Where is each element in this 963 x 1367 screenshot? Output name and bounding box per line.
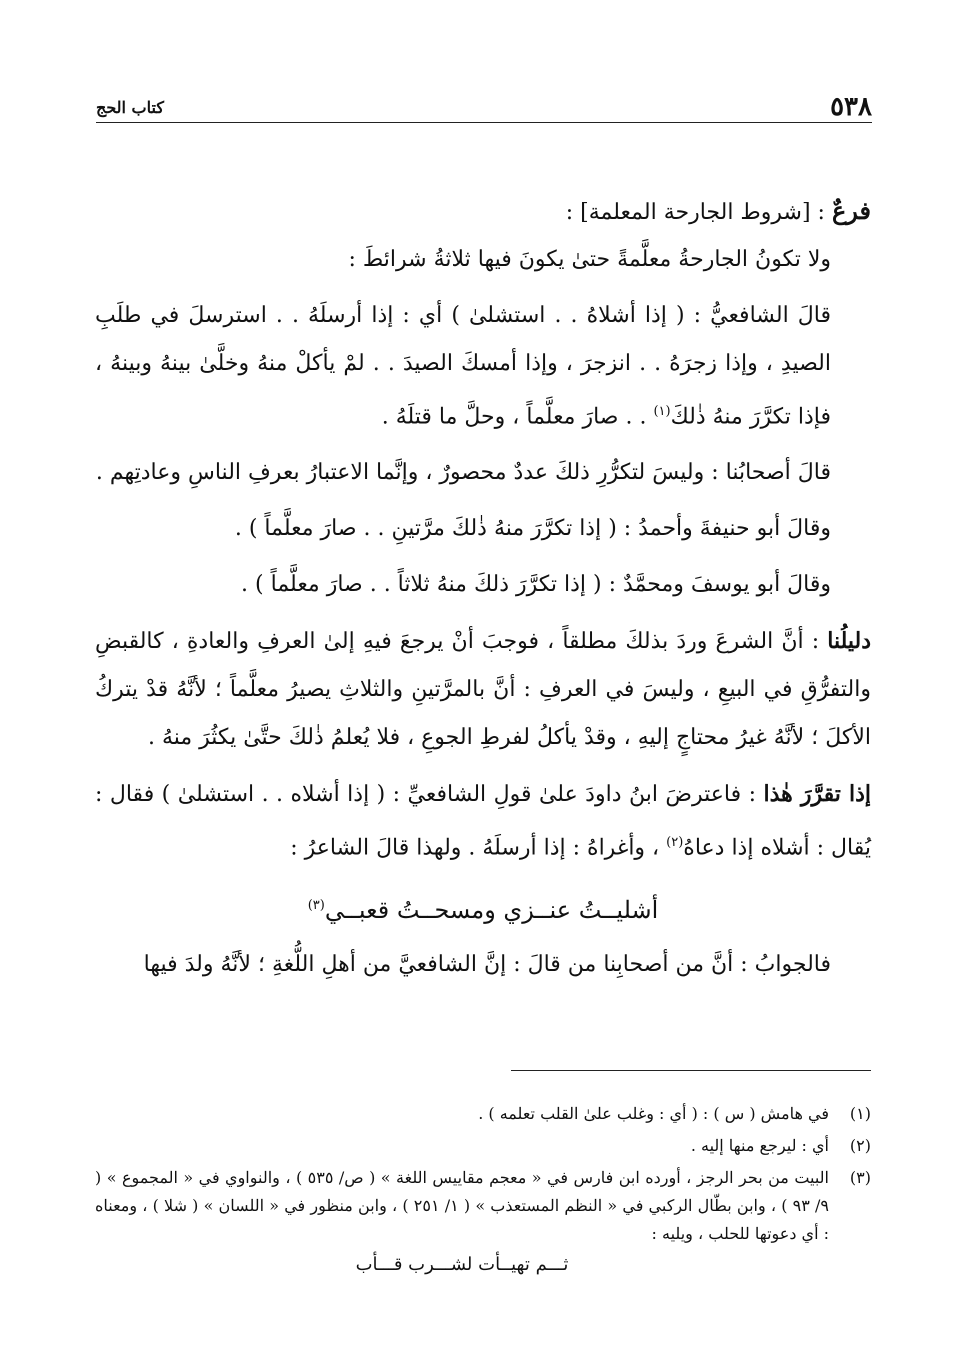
footnotes <box>95 1100 871 1284</box>
paragraph-7 <box>95 770 871 872</box>
footnote-number: (٢) <box>849 1136 871 1155</box>
footnote-3-text: البيت من بحر الرجز ، أورده ابن فارس في « معجم مقاييس اللغة » ( ص/ ٥٣٥ ) ، والنواوي في « المجموع » ( ٩/ ٩٣ ) ، وابن بطّال الركبي في « النظم المستعذب » ( ١/ ٢٥١ ) ، وابن منظور في « اللسان » ( شلا ) ، ومعناه : أي دعوتها للحلب ، ويليه : <box>95 1168 830 1243</box>
heading-lead: فرعٌ <box>831 196 871 225</box>
paragraph-7-text: : فاعترضَ ابنُ داودَ علىٰ قولِ الشافعيِّ : ( إذا أشلاه . . استشلىٰ ) فقال : يُقال : أشلاه إذا دعاهُ <box>95 782 871 861</box>
footnote-2 <box>95 1132 871 1160</box>
footnote-number: (١) <box>849 1104 871 1123</box>
paragraph-3: قالَ أصحابُنا : وليسَ لتكرُّرِ ذلكَ عددٌ محصورٌ ، وإنَّما الاعتبارُ بعرفِ الناسِ وعادتِهم . <box>95 460 831 486</box>
main-text <box>95 188 871 997</box>
footnote-ref-1[interactable]: (١) <box>653 404 671 419</box>
paragraph-6-text: : أنَّ الشرعَ وردَ بذلكَ مطلقاً ، فوجبَ أنْ يرجعَ فيهِ إلىٰ العرفِ والعادةِ ، كالقبضِ والتفرُّقِ في البيعِ ، وليسَ في العرفِ : أنَّ بالمرَّتينِ والثلاثِ يصيرُ معلَّماً ؛ لأنَّهُ قدْ يتركُ الأكلَ ؛ لأنَّهُ غيرُ محتاجٍ إليهِ ، وقدْ يأكلُ لفرطِ الجوعِ ، فلا يُعلمُ ذٰلكَ حتَّىٰ يكثُرَ منهُ . <box>95 629 871 751</box>
section-heading <box>95 188 871 236</box>
paragraph-7-lead: إذا تقرَّرَ هٰذا <box>763 781 872 808</box>
verse-text: أشليــتُ عنــزي ومسحــتُ قعبــي <box>324 895 659 924</box>
footnote-text: في هامش ( س ) : ( أي : وغلب علىٰ القلب تعلمه ) . <box>478 1104 829 1123</box>
footnote-text <box>95 1164 829 1280</box>
paragraph-2 <box>95 292 871 441</box>
footnote-1 <box>95 1100 871 1128</box>
footnote-verse: ثـــم تهيــأت لشـــرب قـــأب <box>355 1254 569 1275</box>
footnote-ref-3[interactable]: (٣) <box>307 897 325 913</box>
paragraph-1: ولا تكونُ الجارحةُ معلَّمةً حتىٰ يكونَ فيها ثلاثةُ شرائطَ : <box>348 247 831 272</box>
paragraph-2-end: . . صارَ معلَّماً ، وحلَّ ما قتلَهُ . <box>381 404 647 430</box>
paragraph-4: وقالَ أبو حنيفةَ وأحمدُ : ( إذا تكرَّرَ منهُ ذٰلكَ مرَّتينِ . . صارَ معلَّماً ) . <box>234 516 831 542</box>
paragraph-7-end: ، وأغراهُ : إذا أرسلَهُ . ولهذا قالَ الشاعرُ : <box>290 835 667 861</box>
footnote-divider <box>511 1070 871 1071</box>
paragraph-6-lead: دليلُنا <box>827 628 871 655</box>
paragraph-5: وقالَ أبو يوسفَ ومحمَّدٌ : ( إذا تكرَّرَ ذلكَ منهُ ثلاثاً . . صارَ معلَّماً ) . <box>241 572 831 598</box>
page-number: ٥٣٨ <box>830 92 872 122</box>
page-header <box>96 92 872 123</box>
footnote-text: أي : ليرجع منها إليه . <box>690 1136 829 1155</box>
heading-text: : [شروط الجارحة المعلمة] : <box>565 200 832 225</box>
footnote-number: (٣) <box>849 1168 871 1187</box>
running-head: كتاب الحج <box>96 98 164 117</box>
paragraph-6 <box>95 617 871 762</box>
paragraph-8: فالجوابُ : أنَّ من أصحابِنا من قالَ : إنَّ الشافعيَّ من أهلِ اللُّغةِ ؛ لأنَّهُ ولدَ فيها <box>143 951 831 977</box>
paragraph-2-text: قالَ الشافعيُّ : ( إذا أشلاهُ . . استشلىٰ ) أي : إذا أرسلَهُ . . استرسلَ في طلَبِ الصيدِ ، وإذا زجرَهُ . . انزجرَ ، وإذا أمسكَ الصيدَ . . لمْ يأكلْ منهُ وخلَّىٰ بينهُ وبينهُ ، فإذا تكرَّرَ منهُ ذٰلكَ <box>95 303 831 430</box>
poetry-verse <box>95 881 871 935</box>
footnote-3 <box>95 1164 871 1280</box>
footnote-ref-2[interactable]: (٢) <box>666 835 684 851</box>
